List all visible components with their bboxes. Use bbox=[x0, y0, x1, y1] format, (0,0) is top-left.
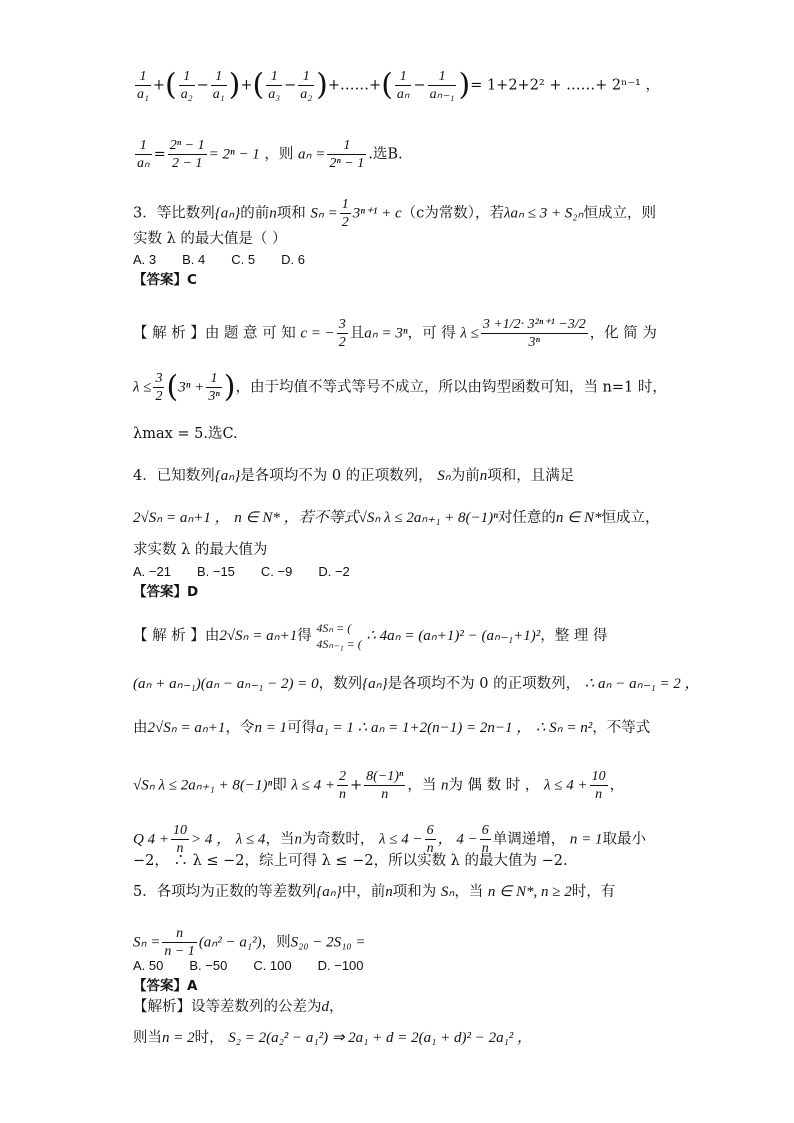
question-3-answer: 【答案】C bbox=[133, 272, 197, 288]
question-5-solution-2: 则当n = 2时， S₂ = 2(a₂² − a₁²) ⇒ 2a₁ + d = 2(a₁ + d)² − 2a₁² ， bbox=[133, 1030, 533, 1046]
question-4-line-3: 求实数 λ 的最大值为 bbox=[133, 542, 268, 558]
frac: $\frac{1}{\text{a₁}}$ bbox=[137, 69, 149, 102]
question-3-solution-2: λ ≤ $\frac{3}{2}$ (3ⁿ + $\frac{1}{\text{3ⁿ}}$ )，由于均值不等式等号不成立，所以由钩型函数可知，当 n=1 时， bbox=[133, 369, 667, 405]
question-4-stem: 4．已知数列{aₙ}是各项均不为 0 的正项数列， Sₙ为前n项和，且满足 bbox=[133, 468, 575, 484]
question-4-answer: 【答案】D bbox=[133, 584, 199, 600]
question-4-solution-3: 由2√Sₙ = aₙ+1，令n = 1可得a₁ = 1 ∴ aₙ = 1+2(n−1) = 2n−1 ， ∴ Sₙ = n²，不等式 bbox=[133, 720, 651, 736]
question-4-line-2: 2√Sₙ = aₙ+1 ， n ∈ N* ，若不等式√Sₙ λ ≤ 2aₙ₊₁ + 8(−1)ⁿ对任意的n ∈ N*恒成立， bbox=[133, 510, 660, 526]
question-5-answer: 【答案】A bbox=[133, 978, 198, 994]
question-4-solution-5: Q 4 + $\frac{10}{n}$ > 4 ， λ ≤ 4，当n为奇数时， λ ≤ 4 − $\frac{6}{n}$ ， 4 − $\frac{6}{n}$ 单调递增， n = 1取最小 bbox=[133, 823, 647, 856]
question-5-line-2: Sₙ = $\frac{n}{n - 1}$ (aₙ² − a₁²)，则S₂₀ − 2S₁₀ = bbox=[133, 926, 366, 959]
eq-line-2: $\frac{1}{\text{aₙ}}$ = $\frac{\text{2ⁿ − 1}}{2 - 1}$ = 2ⁿ − 1 ，则 aₙ = $\frac{1}{\text{2ⁿ − 1}}$ .选B. bbox=[137, 138, 403, 171]
question-3-stem: 3．等比数列{aₙ}的前n项和 Sₙ = $\frac{1}{2}$ 3ⁿ⁺¹ + c（c为常数），若λaₙ ≤ 3 + S₂ₙ恒成立，则 bbox=[133, 197, 657, 230]
question-4-solution-2: (aₙ + aₙ₋₁)(aₙ − aₙ₋₁ − 2) = 0，数列{aₙ}是各项均不为 0 的正项数列， ∴ aₙ − aₙ₋₁ = 2 ， bbox=[133, 676, 700, 692]
eq-line-1-rhs: = 1+2+2² + ……+ 2ⁿ⁻¹ ， bbox=[470, 77, 660, 94]
question-3-solution-1: 【 解 析 】由 题 意 可 知 c = − $\frac{3}{2}$ 且aₙ = 3ⁿ，可 得 λ ≤ $\frac{\text{3 +1/2· 3²ⁿ⁺¹ −3/2}}{\text{3ⁿ}}$ ，化 简 为 bbox=[133, 317, 657, 350]
eq-line-1: $\frac{1}{\text{a₁}}$ +( $\frac{1}{\text{a₂}}$ − $\frac{1}{\text{a₁}}$ )+( $\frac{1}{\text{a₃}}$ − $\frac{1}{\text{a₂}}$ )+……+( $\frac{1}{\text{aₙ}}$ − $\frac{1}{\text{aₙ₋₁}}$ )= 1+2+2² + ……+ 2ⁿ⁻¹ ， bbox=[137, 67, 660, 103]
question-4-solution-4: √Sₙ λ ≤ 2aₙ₊₁ + 8(−1)ⁿ即 λ ≤ 4 + $\frac{2}{n}$ + $\frac{\text{8(−1)ⁿ}}{n}$ ，当 n为 偶 数 时 ， λ ≤ 4 + $\frac{10}{n}$ ， bbox=[133, 769, 625, 802]
option: C. 100 bbox=[253, 958, 292, 973]
question-5-solution-1: 【解析】设等差数列的公差为d， bbox=[133, 999, 344, 1015]
question-5-stem: 5．各项均为正数的等差数列{aₙ}中，前n项和为 Sₙ，当 n ∈ N*, n ≥ 2时，有 bbox=[133, 884, 616, 900]
question-4-options bbox=[133, 562, 376, 582]
option: C. −9 bbox=[260, 564, 293, 579]
option: B. 4 bbox=[182, 252, 206, 267]
option: A. −21 bbox=[133, 564, 171, 579]
option: A. 50 bbox=[133, 958, 164, 973]
question-3-line-2: 实数 λ 的最大值是（ ） bbox=[133, 231, 287, 247]
option: B. −50 bbox=[189, 958, 228, 973]
option: D. −2 bbox=[318, 564, 350, 579]
question-3-solution-3: λmax = 5.选C. bbox=[133, 426, 238, 442]
question-5-options bbox=[133, 956, 390, 976]
option: C. 5 bbox=[231, 252, 256, 267]
question-4-solution-1: 【 解 析 】由2√Sₙ = aₙ+1得 4Sₙ = ( 4Sₙ₋₁ = ( ∴ 4aₙ = (aₙ+1)² − (aₙ₋₁+1)²，整 理 得 bbox=[133, 621, 608, 651]
question-3-options bbox=[133, 250, 331, 270]
option: D. −100 bbox=[317, 958, 364, 973]
option: B. −15 bbox=[196, 564, 235, 579]
option: A. 3 bbox=[133, 252, 157, 267]
question-4-solution-6: −2， ∴ λ ≤ −2，综上可得 λ ≤ −2，所以实数 λ 的最大值为 −2. bbox=[133, 853, 568, 869]
option: D. 6 bbox=[281, 252, 305, 267]
